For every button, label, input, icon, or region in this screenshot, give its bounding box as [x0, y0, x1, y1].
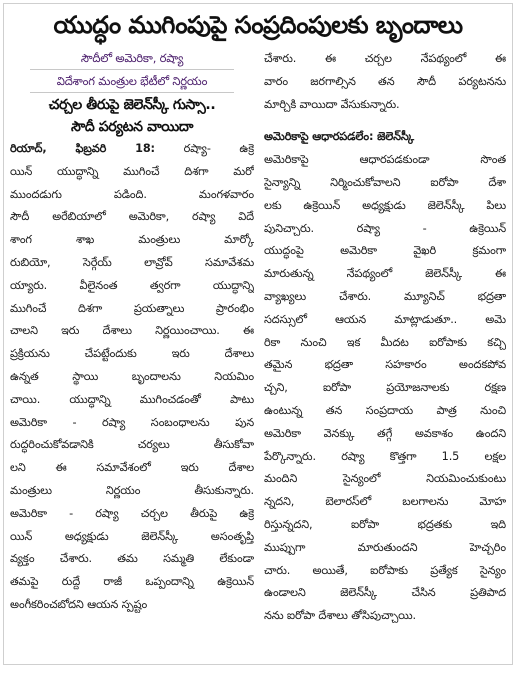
body-line: సౌదీ అరేబియాలో అమెరికా, రష్యా విదే	[10, 210, 254, 224]
deck-divider	[30, 92, 234, 93]
body-line: తమైన భద్రతా సహకారం అందకపోవ	[264, 358, 506, 372]
body-line-first	[10, 138, 254, 161]
news-article	[3, 3, 513, 665]
left-body	[10, 161, 254, 617]
body-line: చాయి. యుద్ధాన్ని ముగించడంతో పాటు	[10, 392, 254, 406]
right-column	[264, 48, 506, 628]
body-line: యిన్ అధ్యక్షుడు జెలెన్‌స్కీ అసంతృప్తి	[10, 529, 254, 543]
body-line: ముప్పుగా మారుతుందని హెచ్చరిం	[264, 540, 506, 554]
body-line: అమెరికా వెనక్కు తగ్గే అవకాశం ఉందని	[264, 426, 506, 440]
body-line: మారుతున్న నేపథ్యంలో జెలెన్‌స్కీ ఈ	[264, 267, 506, 281]
body-line: అమెరికా - రష్యా చర్చల తీరుపై ఉక్రె	[10, 506, 254, 520]
deck-divider	[30, 69, 234, 70]
body-line: మందిని సైన్యంలో నియమించుకుంటు	[264, 472, 506, 486]
body-line: రుద్ధరించుకోవడానికి చర్యలు తీసుకోవా	[10, 438, 254, 452]
headline: యుద్ధం ముగింపుపై సంప్రదింపులకు బృందాలు	[53, 11, 463, 39]
body-line: ఉన్నత స్థాయి బృందాలను నియమిం	[10, 369, 254, 383]
body-line: అమెరికా - రష్యా సంబంధాలను పున	[10, 415, 254, 429]
body-line: లకు ఉక్రెయిన్ అధ్యక్షుడు జెలెన్‌స్కీ పిలు	[264, 198, 506, 212]
body-line: యుద్ధంపై అమెరికా వైఖరి క్రమంగా	[264, 244, 506, 258]
body-line: చాలని ఇరు దేశాలు నిర్ణయించాయి. ఈ	[10, 324, 254, 338]
body-line: మంత్రులు నిర్ణయం తీసుకున్నారు.	[10, 483, 254, 497]
body-line: రిస్తున్నదని, ఐరోపా భద్రతకు ఇది	[264, 517, 506, 531]
subhead-line: చర్చల తీరుపై జెలెన్‌స్కీ గుస్సా..	[48, 97, 216, 113]
body-line: ఉండాలని జెలెన్‌స్కీ చేసిన ప్రతిపాద	[264, 586, 506, 600]
body-line: రుబియో, సెర్గేయ్ లావ్రోవ్ సమావేశమ	[10, 255, 254, 269]
body-line: లని ఈ సమావేశంలో ఇరు దేశాల	[10, 461, 254, 475]
subhead-line: సౌదీ పర్యటన వాయిదా	[70, 119, 194, 135]
body-line: సైన్యాన్ని నిర్మించుకోవాలని ఐరోపా దేశా	[264, 175, 506, 189]
dateline: రియాద్, ఫిబ్రవరి 18:	[10, 142, 155, 155]
body-line: నను ఐరోపా దేశాలు తోసిపుచ్చాయి.	[264, 609, 416, 623]
subhead	[10, 94, 254, 138]
body-line: అమెరికాపై ఆధారపడకుండా సొంత	[264, 153, 506, 167]
body-line: శాంగ శాఖ మంత్రులు మార్కో	[10, 233, 254, 247]
body-line: వ్యక్తం చేశారు. తమ సమ్మతి లేకుండా	[10, 552, 254, 566]
deck	[10, 48, 254, 93]
body-line: చ్చని, ఐరోపా ప్రయోజనాలకు రక్షణ	[264, 381, 506, 395]
side-head: అమెరికాపై ఆధారపడలేం: జెలెన్‌స్కీ	[264, 130, 414, 144]
body-line: తమపై రుద్దే రాజీ ఒప్పందాన్ని ఉక్రెయిన్	[10, 575, 254, 589]
body-line: చేశారు. ఈ చర్చల నేపథ్యంలో ఈ	[264, 52, 506, 65]
body-line: సదస్సులో ఆయన మాట్లాడుతూ.. అమె	[264, 312, 506, 326]
deck-line: విదేశాంగ మంత్రుల భేటీలో నిర్ణయం	[56, 74, 208, 88]
section-gap	[264, 116, 506, 126]
body-line: వ్యాఖ్యలు చేశారు. మ్యూనిచ్ భద్రతా	[264, 289, 506, 303]
left-column	[10, 48, 254, 628]
body-line: పునిచ్చారు. రష్యా - ఉక్రెయిన్	[264, 221, 506, 235]
body-line: మార్చికి వాయిదా వేసుకున్నారు.	[264, 97, 400, 111]
body-line: య్యారు. వీలైనంత త్వరగా యుద్ధాన్ని	[10, 278, 254, 292]
body-line: ఉంటున్న తన సంప్రదాయ పాత్ర నుంచి	[264, 403, 506, 417]
deck-line: సౌదీలో అమెరికా, రష్యా	[80, 51, 184, 65]
body-line: అంగీకరించబోదని ఆయన స్పష్టం	[10, 597, 148, 611]
article-columns	[10, 48, 506, 628]
body-line: పేర్కొన్నారు. రష్యా కొత్తగా 1.5 లక్షల	[264, 449, 506, 463]
body-line: రికా నుంచి ఇక మీదట ఐరోపాకు కచ్చి	[264, 335, 506, 349]
body-line: న్నదని, బెలారస్‌లో బలగాలను మోహ	[264, 495, 506, 509]
body-line: ముందడుగు పడింది. మంగళవారం	[10, 187, 254, 201]
body-line: చారు. అయితే, ఐరోపాకు ప్రత్యేక సైన్యం	[264, 563, 506, 577]
right-body-bottom	[264, 149, 506, 628]
right-body-top	[264, 48, 506, 116]
body-text: రష్యా- ఉక్రె	[183, 142, 254, 155]
body-line: ప్రక్రియను చేపట్టేందుకు ఇరు దేశాలు	[10, 347, 254, 361]
body-line: వారం జరగాల్సిన తన సౌదీ పర్యటనను	[264, 74, 506, 88]
body-line: యిన్ యుద్ధాన్ని ముగించే దిశగా మరో	[10, 164, 254, 178]
body-line: ముగించే దిశగా ప్రయత్నాలు ప్రారంభిం	[10, 301, 254, 315]
